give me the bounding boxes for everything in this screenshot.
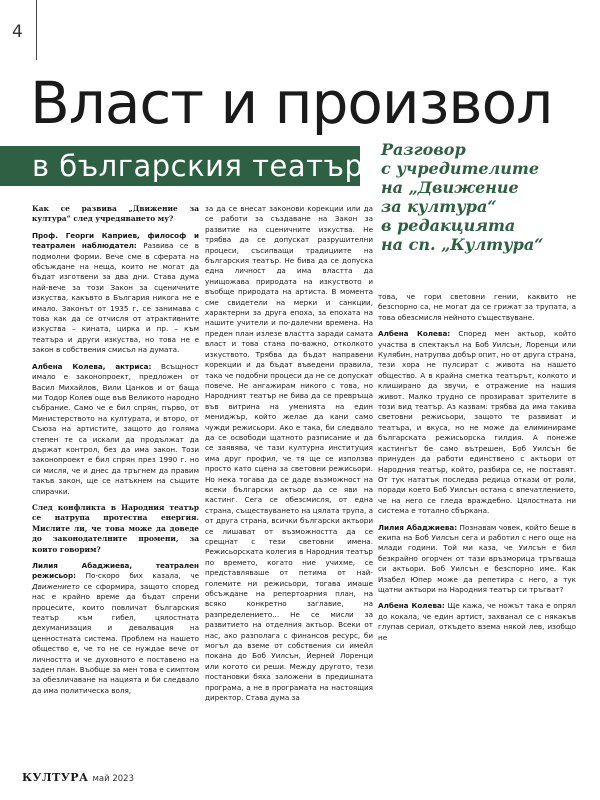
- issue-date: май 2023: [92, 774, 134, 784]
- interview-answer: [32, 231, 199, 356]
- speaker-name: Албена Колева:: [378, 329, 451, 339]
- answer-text: се сформира, защото според нас е крайно време да бъдат спрени процесите, които повличат българския театър към гибел, цялостната дехуманизация и девалвация на ценностната система. Проблем на нашето общество е, че то не се нуждае вече от личността и че духовното е поставено на заден план. Въобще за мен това е симптом за обезличаване на нацията и би следвало да има политическа воля,: [32, 581, 199, 695]
- answer-text: Ще кажа, че ножът така е опрял до кокала, че един артист, захванал се с някакъв глупав сериал, откъдето взема някой лев, изобщо не: [378, 601, 576, 642]
- magazine-logo: КУЛТУРА: [22, 771, 89, 784]
- margin-rule: [36, 0, 37, 60]
- interview-answer: [32, 561, 199, 696]
- subtitle-line: на „Движение: [381, 178, 519, 197]
- answer-text: По-скоро бих казала, че: [85, 571, 199, 581]
- page-footer: [22, 771, 134, 784]
- speaker-name: Лилия Абаджиева:: [378, 522, 458, 532]
- speaker-name: Албена Колева, актриса:: [32, 361, 152, 371]
- article-column-2: [205, 204, 373, 710]
- interview-question: След конфликта в Народния театър се натрупа протестна енергия. Мислите ли, че това може да доведе до законодателните промени, за които говорим?: [32, 502, 199, 554]
- subtitle-line: с учредителите: [381, 159, 540, 178]
- answer-text: Развива се в подмолни форми. Вече сме в сферата на обсъждане на неща, които не могат да бъдат изготвени за два дни. Става дума най-вече за този Закон за сценичните изкуства, какъвто в България никога не е имало. Законът от 1935 г. се занимава с това как да се отчисля от атрактивните изкуства – кината, цирка и пр. – към театъра и други изкуства, но това не е закон в собствения смисъл на думата.: [32, 241, 199, 355]
- article-column-1: [32, 204, 199, 702]
- speaker-name: Проф. Георги Каприев, философ и театрален наблюдател:: [32, 230, 199, 251]
- interview-answer: [32, 362, 199, 497]
- subtitle-line: за култура“: [381, 197, 497, 216]
- answer-text: за да се внесат законови корекции или да се работи за създаване на Закон за развитие на сценичните изкуства. Не трябва да се допускат разрушителни процеси, съсипващи традициите на българския театър. Не бива да се допуска една личност да има властта да унищожава природата на изкуството и въобще природата на артиста. В момента сме свидетели на мерки и санкции, характерни за друга епоха, за епохата на нашите учители и по-далечни времена. На преден план излезе властта заради самата власт и това стана по-важно, отколкото изкуството. Трябва да бъдат направени корекции и да бъдат въведени правила, така че подобни процеси да не се допускат повече. Не ангажирам никого с това, но Народният театър не бива да се превръща във витрина на уменията на един мениджър, който желае да кани само чужди режисьори. Ако е така, би следвало да се освободи щатното разписание и да се заявява, че тази културна институция има друг профил, че тя ще се използва просто като сцена за световни режисьори. Но нека тогава да се даде възможност на всеки български актьор да се яви на кастинг. Сега се обезсмисля, от една страна, съществуването на цялата трупа, а от друга страна, всички български актьори се лишават от възможността да се срещнат с тези световни имена. Режисьорската колегия в Народния театър по времето, когато ние учихме, се представляваше от петима от най-големите ни режисьори, тогава имаше обсъждане на репертоарния план, на всяко конкретно заглавие, на разпределението... Не се мисли за развитието на отделния актьор. Всеки от нас, ако разполага с финансов ресурс, би могъл да вземе от собствения си имейл покана до Боб Уилсън, Йерней Лоренци или когото си реши. Между другото, тези постановки бяха заложени в предишната програма, а не в програмата на настоящия директор. Става дума за: [205, 204, 373, 703]
- answer-text: това, че гори световни гении, каквито не безспорно са, не могат да се грижат за трупата, а това обезсмисля нейното съществуване.: [378, 292, 576, 322]
- interview-answer: [378, 601, 576, 643]
- subtitle-line: в редакцията: [381, 216, 516, 235]
- subtitle-line: Разговор: [381, 140, 466, 159]
- answer-text: Познавам човек, който беше в екипа на Боб Уилсън сега и работил с него още на млади години. Той ми каза, че Уилсън е бил безкрайно огорчен от тази връзморица тръгваща си актьори. Боб Уилсън е безспорно име. Как Изабел Юпер може да репетира с него, а тук щатни актьори на Народния театър си тръгват?: [378, 522, 576, 594]
- speaker-name: Албена Колева:: [378, 601, 445, 611]
- speaker-name: Лилия Абаджиева, театрален режисьор:: [32, 561, 199, 581]
- article-column-3: [378, 292, 576, 649]
- answer-text: Според мен актьор, който участва в спектакъл на Боб Уилсън, Лоренци или Кулябин, натрупва добър опит, но от друга страна, тези хора не пулсират с живота на нашето общество. А в крайна сметка театърът, колкото и клиширано да звучи, е отражение на нашия живот. Малко трудно се прозирават зрителите в този вид театър. Аз казвам: трябва да има такива световни режисьори, защото те развиват и театъра, и вкуса, но не може да елиминираме българската режисьорска гилдия. А понеже кастингът бе само вътрешен, Боб Уилсън бе принуден да работи единствено с актьори от Народния театър, който, разбира се, не поставят. От тук нататък последва редица откази от роли, поради което Боб Уилсън остана с впечатлението, че на него се гледа враждебно. Цялостната ни система е тотално сбъркана.: [378, 329, 577, 516]
- answer-text: Всъщност имало е законопроект, предложен от Васил Михайлов, Вили Цанков и от баща ми Тодор Колев още във Великото народно събрание. Само че е бил спрян, първо, от Министерството на културата, и второ, от Съюза на артистите, защото до голяма степен те са искали да продължат да държат контрол, без да има закон. Този законопроект е бил спрян през 1990 г. но си мисля, че и днес да тръгнем да правим такъв закон, ще се натъкнем на същите спирачки.: [32, 361, 199, 496]
- interview-answer: [378, 523, 576, 596]
- interview-answer: [378, 329, 576, 516]
- article-title: Власт и произвол: [30, 69, 553, 137]
- subtitle-line: на сп. „Култура“: [381, 235, 544, 254]
- answer-emphasis: Движението: [32, 581, 80, 591]
- interview-question: Как се развива „Движение за култура“ след учредяването му?: [32, 204, 199, 224]
- article-subtitle: [381, 140, 596, 254]
- page-number: 4: [12, 22, 23, 42]
- banner-text: в българския театър: [32, 149, 364, 183]
- title-banner: [0, 146, 364, 186]
